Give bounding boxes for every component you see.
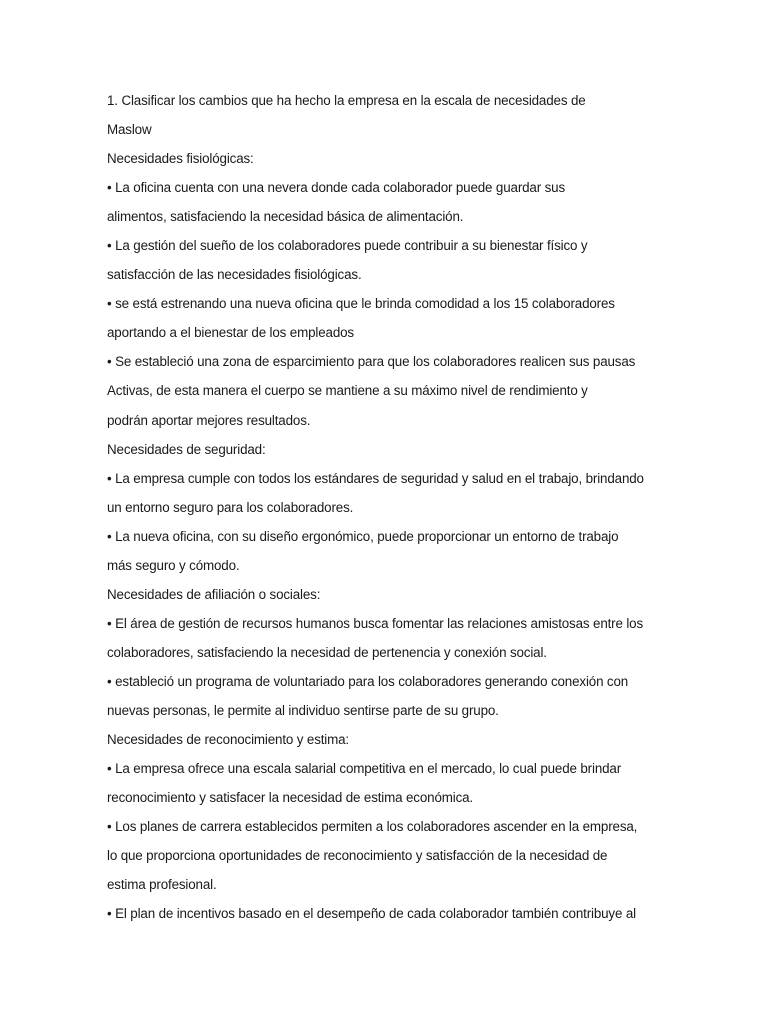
text-line: lo que proporciona oportunidades de reconocimiento y satisfacción de la necesidad de bbox=[107, 848, 608, 864]
section-heading-physiological: Necesidades fisiológicas: bbox=[107, 151, 254, 167]
section-heading-esteem: Necesidades de reconocimiento y estima: bbox=[107, 732, 350, 748]
document-body bbox=[107, 86, 747, 928]
question-heading-line: 1. Clasificar los cambios que ha hecho la empresa en la escala de necesidades de bbox=[107, 93, 586, 108]
bullet-line: • Los planes de carrera establecidos permiten a los colaboradores ascender en la empresa, bbox=[107, 819, 638, 835]
text-line: podrán aportar mejores resultados. bbox=[107, 412, 311, 428]
text-line: nuevas personas, le permite al individuo sentirse parte de su grupo. bbox=[107, 702, 499, 718]
section-heading-social: Necesidades de afiliación o sociales: bbox=[107, 586, 321, 602]
bullet-line: • La empresa ofrece una escala salarial competitiva en el mercado, lo cual puede brindar bbox=[107, 761, 622, 777]
text-line: alimentos, satisfaciendo la necesidad básica de alimentación. bbox=[107, 209, 464, 225]
text-line: un entorno seguro para los colaboradores. bbox=[107, 499, 354, 515]
text-line: estima profesional. bbox=[107, 877, 217, 893]
bullet-line: • se está estrenando una nueva oficina que le brinda comodidad a los 15 colaboradores bbox=[107, 296, 615, 312]
section-heading-safety: Necesidades de seguridad: bbox=[107, 441, 266, 457]
text-line: Activas, de esta manera el cuerpo se mantiene a su máximo nivel de rendimiento y bbox=[107, 383, 588, 399]
bullet-line: • La nueva oficina, con su diseño ergonómico, puede proporcionar un entorno de trabajo bbox=[107, 528, 619, 544]
text-line: satisfacción de las necesidades fisiológicas. bbox=[107, 267, 362, 283]
bullet-line: • La gestión del sueño de los colaboradores puede contribuir a su bienestar físico y bbox=[107, 238, 588, 254]
bullet-line: • El plan de incentivos basado en el desempeño de cada colaborador también contribuye al bbox=[107, 906, 636, 922]
bullet-line: • Se estableció una zona de esparcimiento para que los colaboradores realicen sus pausas bbox=[107, 354, 636, 370]
bullet-line: • La empresa cumple con todos los estándares de seguridad y salud en el trabajo, brindando bbox=[107, 470, 644, 486]
text-line: colaboradores, satisfaciendo la necesidad de pertenencia y conexión social. bbox=[107, 644, 547, 660]
text-line: aportando a el bienestar de los empleados bbox=[107, 325, 354, 341]
question-heading-line: Maslow bbox=[107, 122, 152, 138]
bullet-line: • estableció un programa de voluntariado para los colaboradores generando conexión con bbox=[107, 673, 629, 689]
text-line: reconocimiento y satisfacer la necesidad de estima económica. bbox=[107, 790, 473, 806]
bullet-line: • El área de gestión de recursos humanos busca fomentar las relaciones amistosas entre los bbox=[107, 615, 644, 631]
text-line: más seguro y cómodo. bbox=[107, 557, 240, 573]
bullet-line: • La oficina cuenta con una nevera donde cada colaborador puede guardar sus bbox=[107, 180, 565, 196]
